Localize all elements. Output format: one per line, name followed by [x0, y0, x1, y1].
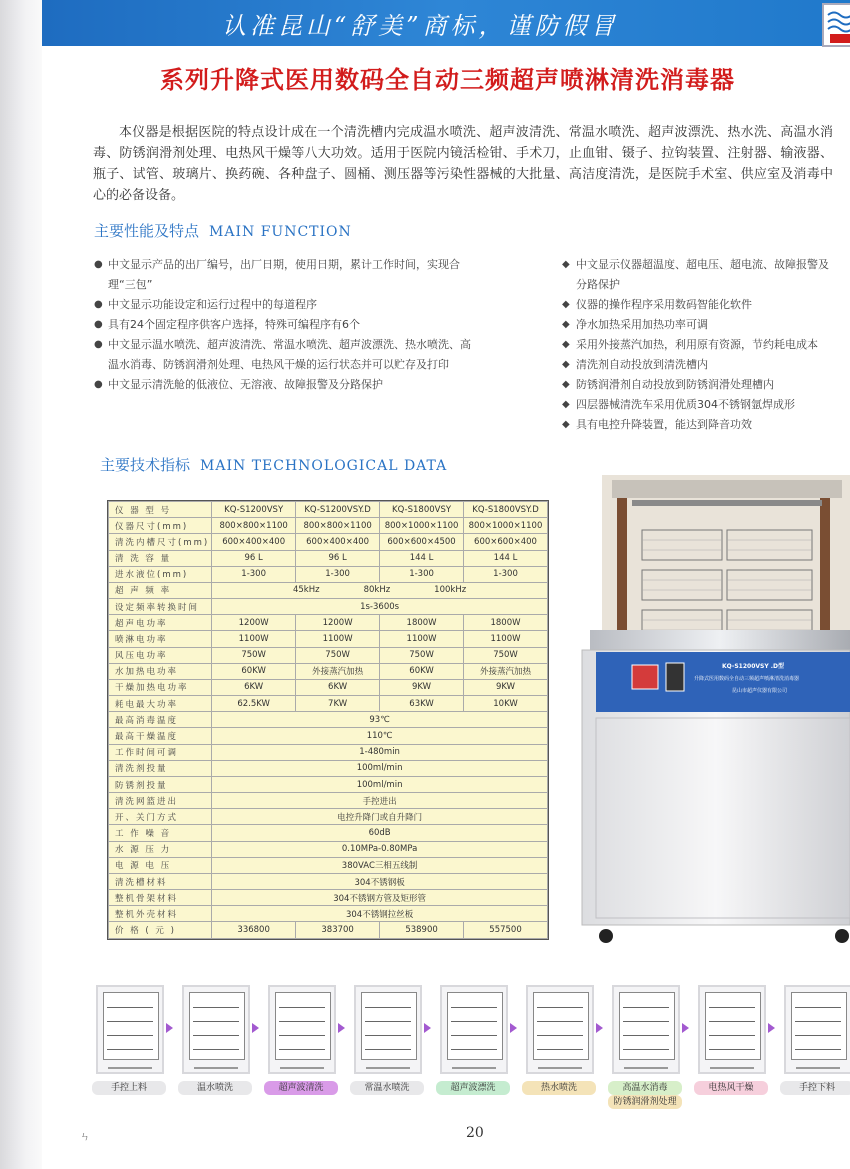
spec-value: 750W: [464, 647, 548, 663]
feature-left-text: 具有24个固定程序供客户选择，特殊可编程序有6个: [108, 318, 360, 331]
feature-right-text: 采用外接蒸汽加热，利用原有资源，节约耗电成本: [576, 338, 818, 351]
bullet-icon: ◆: [562, 399, 570, 410]
bullet-icon: ●: [94, 339, 103, 350]
feature-left-text: 中文显示温水喷洗、超声波清洗、常温水喷洗、超声波漂洗、热水喷洗、高温水消毒、防锈润滑剂处理、电热风干燥的运行状态并可以贮存及打印: [108, 338, 471, 371]
page-binding-edge: [0, 0, 42, 1169]
spec-freq-value: 80kHz: [363, 585, 391, 596]
spec-value: 1-480min: [212, 744, 548, 760]
stage-shelf: [107, 1049, 153, 1050]
stage-chamber: [533, 992, 589, 1060]
spec-value: 60dB: [212, 825, 548, 841]
bullet-icon: ●: [94, 379, 103, 390]
spec-value: 750W: [212, 647, 296, 663]
spec-row: [109, 518, 548, 534]
spec-label: 最高消毒温度: [109, 712, 212, 728]
spec-row: [109, 631, 548, 647]
spec-label: 整机骨架材料: [109, 890, 212, 906]
feature-left-item: [94, 295, 479, 315]
spec-row: [109, 566, 548, 582]
stage-shelf: [795, 1007, 841, 1008]
spec-value: 1-300: [380, 566, 464, 582]
process-stage-image: [526, 985, 594, 1074]
machine-company-text: 昆山市超声仪器有限公司: [732, 688, 788, 694]
spec-label: 最高干燥温度: [109, 728, 212, 744]
spec-label: 清洗剂投量: [109, 760, 212, 776]
feature-right-item: [562, 375, 832, 395]
stage-shelf: [365, 1049, 411, 1050]
process-stage-image: [182, 985, 250, 1074]
feature-right-text: 防锈润滑剂自动投放到防锈润滑处理槽内: [576, 378, 774, 391]
spec-value: 600×600×400: [464, 534, 548, 550]
spec-value: 6KW: [212, 679, 296, 695]
stage-shelf: [279, 1035, 325, 1036]
stage-shelf: [537, 1021, 583, 1022]
spec-value: 1200W: [212, 615, 296, 631]
spec-label: 价 格 ( 元 ): [109, 922, 212, 939]
process-arrow-icon: [510, 1023, 517, 1033]
page-number: 20: [466, 1125, 484, 1141]
spec-row: [109, 663, 548, 679]
spec-value: KQ-S1800VSY: [380, 502, 464, 518]
stage-shelf: [709, 1049, 755, 1050]
process-stage-image: [354, 985, 422, 1074]
feature-left-text: 中文显示功能设定和运行过程中的每道程序: [108, 298, 317, 311]
spec-row: [109, 890, 548, 906]
spec-value: 1100W: [296, 631, 380, 647]
spec-row: [109, 712, 548, 728]
process-extra-label: 防锈润滑剂处理: [608, 1095, 682, 1109]
spec-value: 100ml/min: [212, 760, 548, 776]
spec-value: 304不锈钢方管及矩形管: [212, 890, 548, 906]
spec-value: 96 L: [296, 550, 380, 566]
spec-value: 93℃: [212, 712, 548, 728]
stage-base: [710, 1067, 754, 1069]
spec-value: 1-300: [296, 566, 380, 582]
process-step-label: 手控上料: [92, 1081, 166, 1095]
process-flow: [94, 985, 850, 1107]
stage-base: [194, 1067, 238, 1069]
stage-shelf: [623, 1021, 669, 1022]
spec-label: 耗电最大功率: [109, 696, 212, 712]
spec-row: [109, 696, 548, 712]
bullet-icon: ◆: [562, 299, 570, 310]
spec-value: 600×400×400: [296, 534, 380, 550]
spec-value: 1s-3600s: [212, 599, 548, 615]
process-stage-image: [612, 985, 680, 1074]
spec-label: 清洗内槽尺寸(mm): [109, 534, 212, 550]
spec-label: 清洗网篮进出: [109, 793, 212, 809]
bullet-icon: ●: [94, 259, 103, 270]
stage-shelf: [623, 1035, 669, 1036]
features-heading-en: MAIN FUNCTION: [209, 224, 352, 240]
stage-shelf: [451, 1007, 497, 1008]
feature-right-item: [562, 395, 832, 415]
spec-value: 1800W: [380, 615, 464, 631]
spec-row: [109, 615, 548, 631]
corner-mark: ㄣ: [80, 1132, 90, 1143]
spec-value: 1-300: [464, 566, 548, 582]
feature-left-text: 中文显示清洗舱的低液位、无溶液、故障报警及分路保护: [108, 378, 383, 391]
stage-shelf: [709, 1007, 755, 1008]
spec-value: KQ-S1200VSY: [212, 502, 296, 518]
features-left-list: [94, 255, 479, 395]
features-heading-zh: 主要性能及特点: [94, 222, 200, 240]
spec-row: [109, 647, 548, 663]
spec-label: 水加热电功率: [109, 663, 212, 679]
spec-row: [109, 502, 548, 518]
feature-right-text: 四层器械清洗车采用优质304不锈钢氩焊成形: [576, 398, 795, 411]
feature-right-item: [562, 415, 832, 435]
process-stage-image: [96, 985, 164, 1074]
stage-base: [538, 1067, 582, 1069]
stage-chamber: [619, 992, 675, 1060]
process-arrow-icon: [424, 1023, 431, 1033]
process-step-label: 电热风干燥: [694, 1081, 768, 1095]
stage-shelf: [365, 1021, 411, 1022]
spec-value: 144 L: [464, 550, 548, 566]
stage-chamber: [447, 992, 503, 1060]
data-heading: [100, 454, 447, 475]
feature-left-item: [94, 255, 479, 295]
spec-row: [109, 679, 548, 695]
spec-value: 外接蒸汽加热: [464, 663, 548, 679]
process-step-label: 超声波漂洗: [436, 1081, 510, 1095]
spec-value: 60KW: [380, 663, 464, 679]
bullet-icon: ◆: [562, 419, 570, 430]
feature-right-text: 清洗剂自动投放到清洗槽内: [576, 358, 708, 371]
spec-value: 304不锈钢板: [212, 873, 548, 889]
stage-base: [796, 1067, 840, 1069]
spec-label: 干燥加热电功率: [109, 679, 212, 695]
spec-label: 清洗槽材料: [109, 873, 212, 889]
stage-shelf: [623, 1049, 669, 1050]
stage-shelf: [451, 1049, 497, 1050]
process-step-label: 热水喷洗: [522, 1081, 596, 1095]
spec-label: 喷淋电功率: [109, 631, 212, 647]
spec-value: 1800W: [464, 615, 548, 631]
feature-right-text: 中文显示仪器超温度、超电压、超电流、故障报警及分路保护: [576, 258, 829, 291]
stage-shelf: [193, 1049, 239, 1050]
feature-right-text: 仪器的操作程序采用数码智能化软件: [576, 298, 752, 311]
stage-shelf: [795, 1035, 841, 1036]
stage-shelf: [795, 1021, 841, 1022]
process-arrow-icon: [596, 1023, 603, 1033]
spec-value: 110℃: [212, 728, 548, 744]
feature-right-item: [562, 335, 832, 355]
feature-right-text: 净水加热采用加热功率可调: [576, 318, 708, 331]
spec-value: 手控进出: [212, 793, 548, 809]
process-arrow-icon: [166, 1023, 173, 1033]
spec-value: 557500: [464, 922, 548, 939]
spec-value: 60KW: [212, 663, 296, 679]
stage-chamber: [791, 992, 847, 1060]
spec-value: 600×400×400: [212, 534, 296, 550]
spec-value: 800×1000×1100: [380, 518, 464, 534]
feature-right-text: 具有电控升降装置，能达到降音功效: [576, 418, 752, 431]
stage-shelf: [709, 1035, 755, 1036]
spec-freq-values: [212, 582, 548, 598]
stage-shelf: [107, 1021, 153, 1022]
stage-base: [452, 1067, 496, 1069]
spec-label: 开、关门方式: [109, 809, 212, 825]
stage-base: [624, 1067, 668, 1069]
spec-label: 电 源 电 压: [109, 857, 212, 873]
stage-chamber: [189, 992, 245, 1060]
feature-left-text: 中文显示产品的出厂编号，出厂日期，使用日期，累计工作时间，实现合理“三包”: [108, 258, 460, 291]
spec-freq-value: 100kHz: [434, 585, 467, 596]
spec-value: 800×800×1100: [296, 518, 380, 534]
stage-shelf: [709, 1021, 755, 1022]
stage-shelf: [279, 1007, 325, 1008]
spec-value: 9KW: [464, 679, 548, 695]
spec-value: 6KW: [296, 679, 380, 695]
spec-value: 1100W: [212, 631, 296, 647]
process-step-label: 超声波清洗: [264, 1081, 338, 1095]
spec-row: [109, 873, 548, 889]
spec-label: 超声电功率: [109, 615, 212, 631]
spec-value: 1-300: [212, 566, 296, 582]
spec-value: 800×1000×1100: [464, 518, 548, 534]
spec-value: 304不锈钢拉丝板: [212, 906, 548, 922]
stage-chamber: [361, 992, 417, 1060]
stage-shelf: [537, 1049, 583, 1050]
spec-row: [109, 599, 548, 615]
stage-shelf: [279, 1021, 325, 1022]
process-arrow-icon: [682, 1023, 689, 1033]
spec-row: [109, 841, 548, 857]
process-stage-image: [440, 985, 508, 1074]
spec-value: 1100W: [464, 631, 548, 647]
process-arrow-icon: [338, 1023, 345, 1033]
spec-label: 仪器尺寸(mm): [109, 518, 212, 534]
feature-right-item: [562, 255, 832, 295]
bullet-icon: ◆: [562, 259, 570, 270]
spec-label: 仪 器 型 号: [109, 502, 212, 518]
spec-value: 750W: [380, 647, 464, 663]
bullet-icon: ◆: [562, 379, 570, 390]
stage-chamber: [275, 992, 331, 1060]
spec-value: 1200W: [296, 615, 380, 631]
spec-row: [109, 825, 548, 841]
spec-label: 工作时间可调: [109, 744, 212, 760]
spec-row: [109, 534, 548, 550]
feature-left-item: [94, 315, 479, 335]
spec-label: 水 源 压 力: [109, 841, 212, 857]
stage-shelf: [107, 1007, 153, 1008]
spec-row: [109, 922, 548, 939]
spec-value: 0.10MPa-0.80MPa: [212, 841, 548, 857]
spec-value: 63KW: [380, 696, 464, 712]
machine-photo: [572, 470, 850, 950]
spec-value: 100ml/min: [212, 776, 548, 792]
bullet-icon: ◆: [562, 339, 570, 350]
feature-right-item: [562, 315, 832, 335]
feature-right-item: [562, 355, 832, 375]
spec-row: [109, 760, 548, 776]
spec-value: 800×800×1100: [212, 518, 296, 534]
process-stage-image: [698, 985, 766, 1074]
features-heading: [94, 220, 352, 241]
spec-value: 62.5KW: [212, 696, 296, 712]
spec-row: [109, 906, 548, 922]
stage-base: [366, 1067, 410, 1069]
stage-shelf: [795, 1049, 841, 1050]
machine-desc-text: 升降式医用数码全自动三频超声喷淋清洗消毒器: [694, 676, 800, 682]
intro-paragraph: 本仪器是根据医院的特点设计成在一个清洗槽内完成温水喷洗、超声波清洗、常温水喷洗、超声波漂洗、热水洗、高温水消毒、防锈润滑剂处理、电热风干燥等八大功效。适用于医院内镜活检钳、手术刀，止血钳、镊子、拉钩装置、注射器、输液器、瓶子、试管、玻璃片、换药碗、各种盘子、圆桶、测压器等污染性器械的大批量、高洁度清洗，是医院手术室、供应室及消毒中心的必备设备。: [93, 125, 833, 203]
stage-shelf: [193, 1007, 239, 1008]
spec-value: 380VAC三相五线制: [212, 857, 548, 873]
process-stage-image: [784, 985, 850, 1074]
spec-label: 超 声 频 率: [109, 582, 212, 598]
brand-logo-icon: [822, 3, 850, 47]
features-right-list: [562, 255, 832, 435]
stage-chamber: [705, 992, 761, 1060]
bullet-icon: ●: [94, 319, 103, 330]
stage-shelf: [537, 1035, 583, 1036]
banner-text: 认准昆山“舒美”商标，谨防假冒: [222, 12, 619, 40]
page-title: 系列升降式医用数码全自动三频超声喷淋清洗消毒器: [160, 66, 735, 94]
spec-row: [109, 809, 548, 825]
spec-value: 1100W: [380, 631, 464, 647]
spec-row: [109, 793, 548, 809]
stage-shelf: [365, 1035, 411, 1036]
spec-value: KQ-S1200VSY.D: [296, 502, 380, 518]
machine-model-text: KQ-S1200VSY .D型: [722, 663, 785, 670]
spec-row: [109, 776, 548, 792]
spec-value: 96 L: [212, 550, 296, 566]
spec-value: 538900: [380, 922, 464, 939]
bullet-icon: ●: [94, 299, 103, 310]
feature-right-item: [562, 295, 832, 315]
spec-value: 外接蒸汽加热: [296, 663, 380, 679]
process-arrow-icon: [252, 1023, 259, 1033]
stage-shelf: [193, 1035, 239, 1036]
data-heading-en: MAIN TECHNOLOGICAL DATA: [200, 458, 448, 474]
process-step-label: 温水喷洗: [178, 1081, 252, 1095]
stage-shelf: [365, 1007, 411, 1008]
spec-label: 设定频率转换时间: [109, 599, 212, 615]
stage-chamber: [103, 992, 159, 1060]
stage-shelf: [107, 1035, 153, 1036]
stage-base: [108, 1067, 152, 1069]
bullet-icon: ◆: [562, 359, 570, 370]
spec-table: [107, 500, 549, 940]
bullet-icon: ◆: [562, 319, 570, 330]
stage-shelf: [537, 1007, 583, 1008]
spec-value: 7KW: [296, 696, 380, 712]
stage-shelf: [451, 1035, 497, 1036]
spec-label: 工 作 噪 音: [109, 825, 212, 841]
spec-value: 144 L: [380, 550, 464, 566]
spec-row: [109, 744, 548, 760]
spec-row: [109, 728, 548, 744]
stage-shelf: [451, 1021, 497, 1022]
stage-shelf: [623, 1007, 669, 1008]
feature-left-item: [94, 375, 479, 395]
stage-base: [280, 1067, 324, 1069]
process-arrow-icon: [768, 1023, 775, 1033]
spec-label: 清 洗 容 量: [109, 550, 212, 566]
spec-label: 风压电功率: [109, 647, 212, 663]
spec-label: 整机外壳材料: [109, 906, 212, 922]
spec-label: 防锈剂投量: [109, 776, 212, 792]
spec-freq-value: 45kHz: [292, 585, 320, 596]
spec-value: 电控升降门或自升降门: [212, 809, 548, 825]
spec-value: 600×600×4500: [380, 534, 464, 550]
process-step-label: 常温水喷洗: [350, 1081, 424, 1095]
spec-value: 750W: [296, 647, 380, 663]
spec-value: 9KW: [380, 679, 464, 695]
spec-label: 进水液位(mm): [109, 566, 212, 582]
process-step-label: 手控下料: [780, 1081, 850, 1095]
spec-value: 383700: [296, 922, 380, 939]
spec-row: [109, 550, 548, 566]
data-heading-zh: 主要技术指标: [100, 456, 191, 474]
feature-left-item: [94, 335, 479, 375]
spec-row: [109, 582, 548, 598]
top-banner: [42, 0, 850, 46]
spec-value: 10KW: [464, 696, 548, 712]
spec-value: KQ-S1800VSY.D: [464, 502, 548, 518]
spec-value: 336800: [212, 922, 296, 939]
process-stage-image: [268, 985, 336, 1074]
stage-shelf: [193, 1021, 239, 1022]
spec-row: [109, 857, 548, 873]
stage-shelf: [279, 1049, 325, 1050]
process-step-label: 高温水消毒: [608, 1081, 682, 1095]
